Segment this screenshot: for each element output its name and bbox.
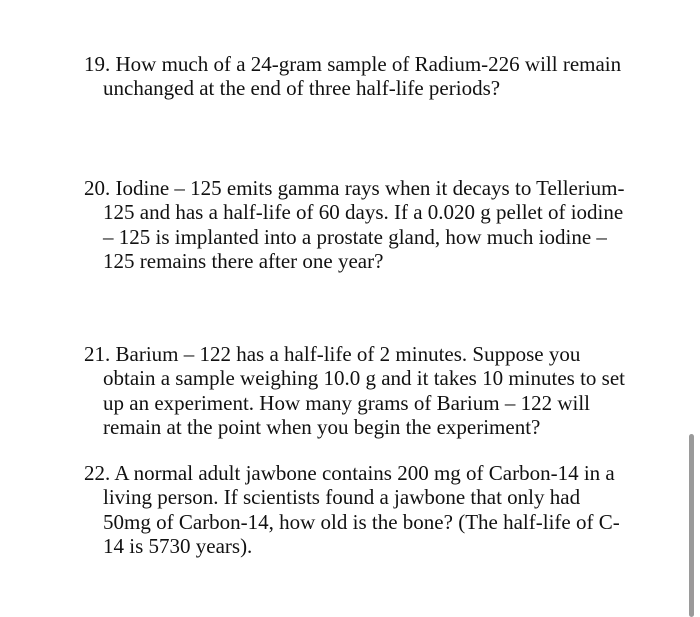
question-line: – 125 is implanted into a prostate gland, how much iodine – — [103, 224, 607, 249]
question-20 — [84, 176, 630, 273]
question-line: 14 is 5730 years). — [103, 533, 253, 558]
question-line: 19. How much of a 24-gram sample of Radium-226 will remain — [84, 52, 622, 76]
question-line: 50mg of Carbon-14, how old is the bone? (The half-life of C- — [103, 509, 620, 534]
question-line: 22. A normal adult jawbone contains 200 mg of Carbon-14 in a — [84, 461, 615, 485]
question-line: 125 and has a half-life of 60 days. If a 0.020 g pellet of iodine — [103, 200, 624, 225]
question-line: 21. Barium – 122 has a half-life of 2 minutes. Suppose you — [84, 342, 581, 366]
question-19 — [84, 52, 630, 101]
question-line: obtain a sample weighing 10.0 g and it takes 10 minutes to set — [103, 366, 625, 391]
question-line: 20. Iodine – 125 emits gamma rays when it decays to Tellerium- — [84, 176, 625, 200]
question-line: remain at the point when you begin the experiment? — [103, 414, 541, 439]
vertical-scrollbar[interactable] — [689, 434, 694, 617]
question-line: 125 remains there after one year? — [103, 248, 384, 273]
question-22 — [84, 461, 630, 558]
question-21 — [84, 342, 630, 439]
question-line: unchanged at the end of three half-life periods? — [103, 76, 501, 101]
question-line: living person. If scientists found a jawbone that only had — [103, 485, 581, 510]
question-line: up an experiment. How many grams of Barium – 122 will — [103, 390, 590, 415]
